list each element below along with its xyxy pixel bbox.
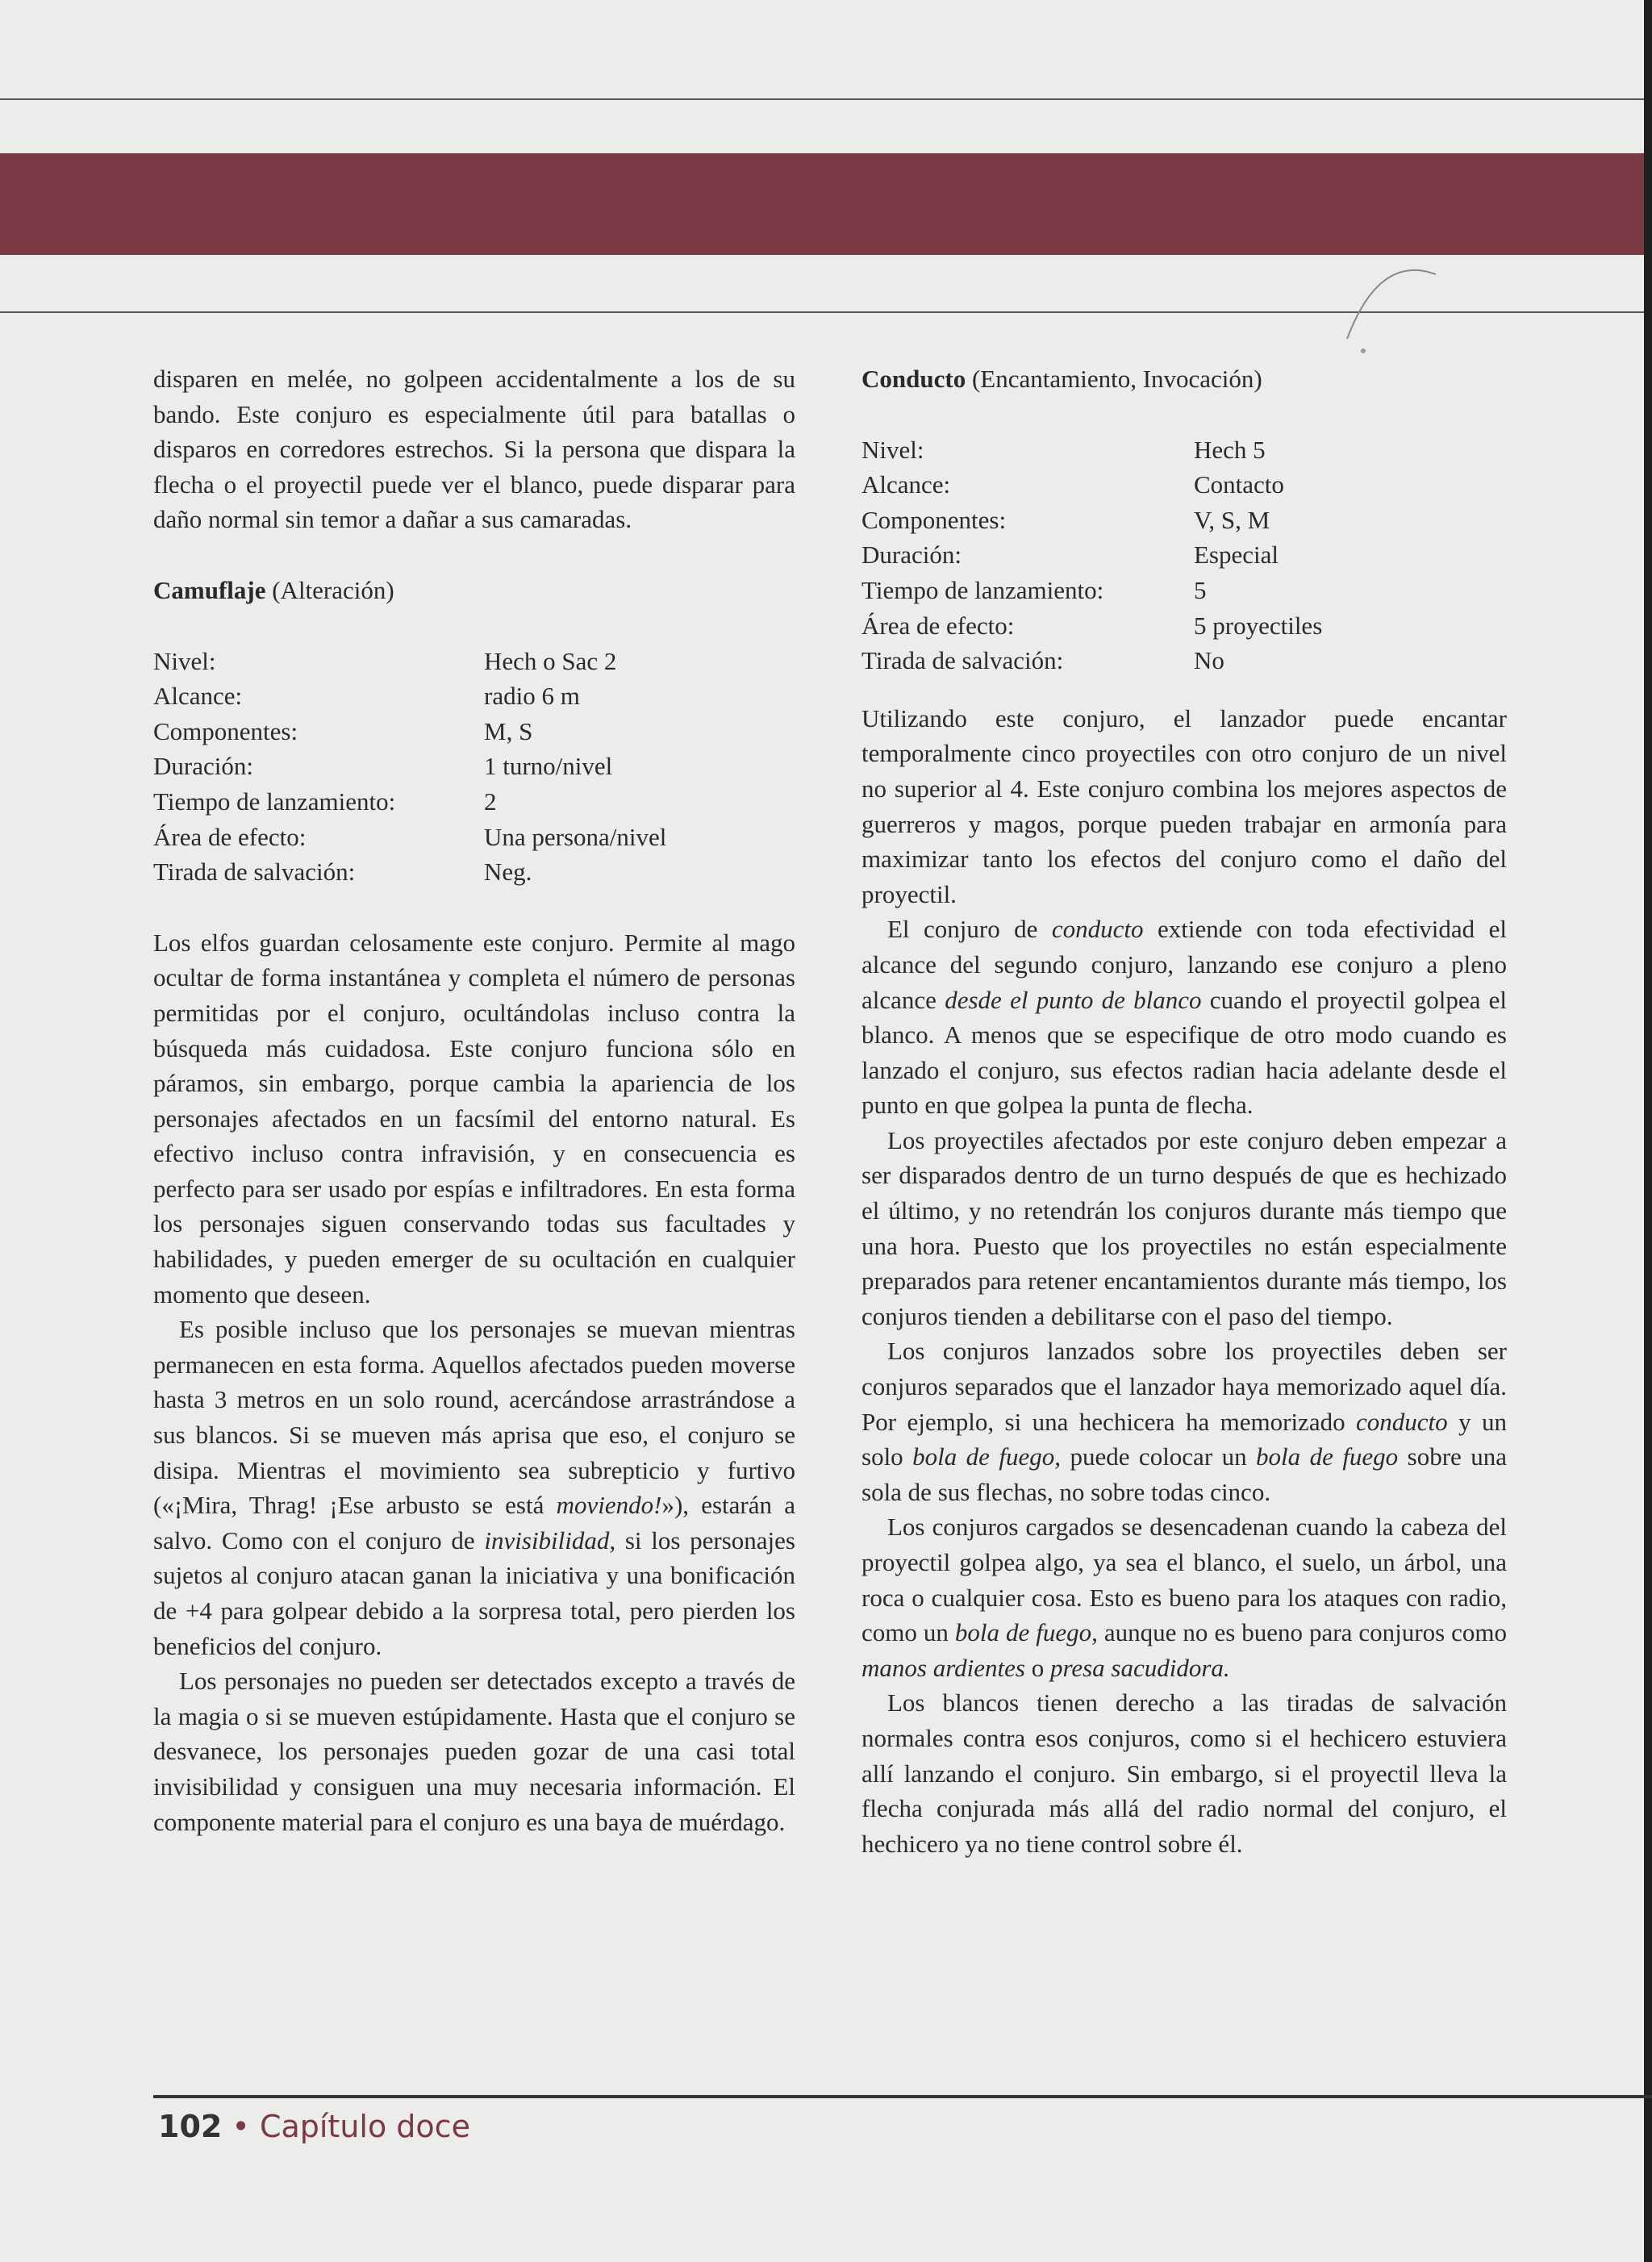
spell-school: (Alteración) — [272, 575, 394, 604]
stat-label: Área de efecto: — [861, 611, 1015, 640]
spell-name: Conducto — [861, 365, 966, 393]
stat-value: M, S — [484, 716, 533, 745]
body-paragraph: Los blancos tienen derecho a las tiradas de salvación normales contra esos conjuros, como si el hechicero estuviera allí lanzando el conjuro. Sin embargo, si el proyectil lleva la flecha conjurada más allá del radio normal del conjuro, el hechicero ya no tiene control sobre él. — [861, 1688, 1507, 1858]
stat-value: Una persona/nivel — [484, 822, 667, 851]
stat-label: Componentes: — [153, 716, 298, 745]
stat-value: Hech o Sac 2 — [484, 646, 617, 675]
decorative-arc — [1339, 266, 1444, 355]
stat-label: Nivel: — [153, 646, 216, 675]
stat-value: 1 turno/nivel — [484, 752, 613, 781]
top-rule — [0, 98, 1652, 100]
body-paragraph: Los elfos guardan celosamente este conjuro. Permite al mago ocultar de forma instantánea y completa el número de personas permitidas por el conjuro, ocultándolas incluso contra la búsqueda más cuidadosa. Este conjuro funciona sólo en páramos, sin embargo, porque cambia la apariencia de los personajes afectados en un facsímil del entorno natural. Es efectivo incluso contra infravisión, y en consecuencia es perfecto para ser usado por espías e infiltradores. En esta forma los personajes siguen conservando todas sus facultades y habilidades, y pueden emerger de su ocultación en cualquier momento que deseen. — [153, 928, 795, 1308]
stat-label: Área de efecto: — [153, 822, 307, 851]
spell-stats-conducto — [861, 432, 1507, 678]
spell-stats-camuflaje — [153, 644, 795, 890]
chapter-title: Capítulo doce — [259, 2109, 470, 2144]
page-edge — [1644, 0, 1652, 2262]
stat-label: Alcance: — [861, 470, 951, 499]
stat-value: 2 — [484, 787, 497, 816]
stat-label: Tiempo de lanzamiento: — [153, 787, 396, 816]
stat-value: Hech 5 — [1194, 435, 1266, 464]
stat-value: Contacto — [1194, 470, 1284, 499]
continued-paragraph: disparen en melée, no golpeen accidentalmente a los de su bando. Este conjuro es especialmente útil para batallas o disparos en corredores estrechos. Si la persona que dispara la flecha o el proyectil puede ver el blanco, puede disparar para daño normal sin temor a dañar a sus camaradas. — [153, 365, 795, 534]
chapter-banner — [0, 153, 1652, 255]
body-paragraph: Los proyectiles afectados por este conjuro deben empezar a ser disparados dentro de un turno después de que es hechizado el último, y no retendrán los conjuros durante más tiempo que una hora. Puesto que los proyectiles no están especialmente preparados para retener encantamientos durante más tiempo, los conjuros tienden a debilitarse con el paso del tiempo. — [861, 1125, 1507, 1330]
page-number: 102 — [158, 2109, 223, 2144]
stat-value: No — [1194, 646, 1224, 675]
stat-label: Tirada de salvación: — [861, 646, 1064, 675]
spell-heading-camuflaje — [153, 573, 795, 608]
stat-value: Especial — [1194, 540, 1279, 570]
left-column — [153, 361, 795, 1839]
stat-value: V, S, M — [1194, 505, 1270, 534]
stat-label: Componentes: — [861, 505, 1007, 534]
stat-value: Neg. — [484, 858, 532, 887]
body-paragraph: Utilizando este conjuro, el lanzador puede encantar temporalmente cinco proyectiles con otro conjuro de un nivel no superior al 4. Este conjuro combina los mejores aspectos de guerreros y magos, porque pueden trabajar en armonía para maximizar tanto los efectos del conjuro como el daño del proyectil. — [861, 703, 1507, 908]
stat-label: Duración: — [861, 540, 962, 570]
stat-value: 5 — [1194, 575, 1207, 604]
stat-label: Tiempo de lanzamiento: — [861, 575, 1104, 604]
spell-school: (Encantamiento, Invocación) — [971, 365, 1262, 393]
stat-label: Alcance: — [153, 682, 243, 711]
body-paragraph: Es posible incluso que los personajes se muevan mientras permanecen en esta forma. Aquellos afectados pueden moverse hasta 3 metros en un solo round, acercándose arrastrándose a sus blancos. Si se mueven más aprisa que eso, el conjuro se disipa. Mientras el movimiento sea subrepticio y furtivo («¡Mira, Thrag! ¡Ese arbusto se está moviendo!»), estarán a salvo. Como con el conjuro de invisibilidad, si los personajes sujetos al conjuro atacan ganan la iniciativa y una bonificación de +4 para golpear debido a la sorpresa total, pero pierden los beneficios del conjuro. — [153, 1315, 795, 1660]
spell-heading-conducto — [861, 361, 1507, 397]
body-paragraph: Los conjuros lanzados sobre los proyectiles deben ser conjuros separados que el lanzador haya memorizado aquel día. Por ejemplo, si una hechicera ha memorizado conducto y un solo bola de fuego, puede colocar un bola de fuego sobre una sola de sus flechas, no sobre todas cinco. — [861, 1337, 1508, 1506]
page-footer — [158, 2109, 470, 2144]
footer-rule — [153, 2095, 1652, 2098]
stat-label: Nivel: — [861, 435, 924, 464]
stat-label: Duración: — [153, 752, 253, 781]
body-paragraph: Los personajes no pueden ser detectados excepto a través de la magia o si se mueven estúpidamente. Hasta que el conjuro se desvanece, los personajes pueden gozar de una casi total invisibilidad y consiguen una muy necesaria información. El componente material para el conjuro es una baya de muérdago. — [153, 1667, 795, 1836]
stat-label: Tirada de salvación: — [153, 858, 356, 887]
body-paragraph: Los conjuros cargados se desencadenan cuando la cabeza del proyectil golpea algo, ya sea el blanco, el suelo, un árbol, una roca o cualquier cosa. Esto es bueno para los ataques con radio, como un bola de fuego, aunque no es bueno para conjuros como manos ardientes o presa sacudidora. — [861, 1513, 1508, 1682]
footer-separator: • — [232, 2109, 250, 2144]
right-column — [861, 361, 1507, 1861]
spell-name: Camuflaje — [153, 575, 266, 604]
stat-value: 5 proyectiles — [1194, 611, 1323, 640]
stat-value: radio 6 m — [484, 682, 580, 711]
body-paragraph: El conjuro de conducto extiende con toda efectividad el alcance del segundo conjuro, lanzando ese conjuro a pleno alcance desde el punto de blanco cuando el proyectil golpea el blanco. A menos que se especifique de otro modo cuando es lanzado el conjuro, sus efectos radian hacia adelante desde el punto en que golpea la punta de flecha. — [861, 915, 1508, 1120]
